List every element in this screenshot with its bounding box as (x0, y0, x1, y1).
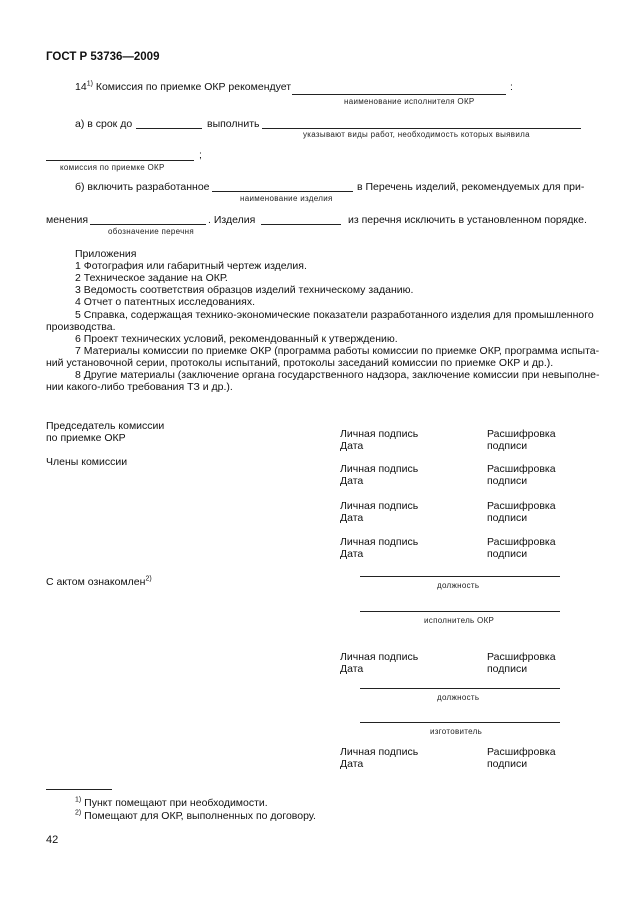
decode-label-2: подписи (487, 758, 528, 770)
appendix-item-5-line1: 5 Справка, содержащая технико-экономические показатели разработанного изделия для промышленного (75, 309, 594, 321)
date-label: Дата (340, 758, 364, 770)
decode-label: Расшифровка (487, 536, 556, 548)
decode-label-2: подписи (487, 663, 528, 675)
chairman-label-line2: по приемке ОКР (46, 432, 126, 444)
deadline-date-field[interactable] (136, 128, 202, 129)
footnote-1-mark: 1) (75, 796, 82, 804)
item-b-usage: менения (46, 214, 89, 226)
personal-signature-label: Личная подпись (340, 651, 419, 663)
footnote-2-text: Помещают для ОКР, выполненных по договору. (84, 810, 316, 822)
caption-designation: обозначение перечня (108, 227, 194, 236)
personal-signature-label: Личная подпись (340, 536, 419, 548)
footnote-2 (75, 810, 316, 823)
chairman-label-line1: Председатель комиссии (46, 420, 165, 432)
date-label: Дата (340, 548, 364, 560)
designation-field[interactable] (90, 224, 206, 225)
date-label: Дата (340, 475, 364, 487)
appendix-item: 3 Ведомость соответствия образцов изделий техническому заданию. (75, 284, 414, 296)
footnote-separator (46, 789, 112, 790)
item-14-text: Комиссия по приемке ОКР рекомендует (95, 81, 292, 93)
appendix-item: 4 Отчет о патентных исследованиях. (75, 296, 256, 308)
footnote-1 (75, 797, 268, 810)
acquainted-label: С актом ознакомлен (46, 576, 146, 588)
item-b-product-word: . Изделия (208, 214, 256, 226)
item-14-line (75, 81, 291, 94)
caption-works: указывают виды работ, необходимость которых выявила (303, 130, 530, 139)
decode-label: Расшифровка (487, 651, 556, 663)
personal-signature-label: Личная подпись (340, 428, 419, 440)
decode-label: Расшифровка (487, 746, 556, 758)
item-b-continuation: в Перечень изделий, рекомендуемых для при- (357, 181, 585, 193)
item-a-fulfil: выполнить (207, 118, 260, 130)
caption-position-2: должность (437, 693, 480, 702)
decode-label: Расшифровка (487, 500, 556, 512)
personal-signature-label: Личная подпись (340, 746, 419, 758)
item-a-semicolon: ; (199, 149, 202, 161)
decode-label-2: подписи (487, 548, 528, 560)
date-label: Дата (340, 663, 364, 675)
personal-signature-label: Личная подпись (340, 463, 419, 475)
members-label: Члены комиссии (46, 456, 128, 468)
decode-label: Расшифровка (487, 428, 556, 440)
caption-executor-name: наименование исполнителя ОКР (344, 97, 475, 106)
item-a-label: а) в срок до (75, 118, 133, 130)
footnote-ref-1: 1) (86, 80, 93, 88)
caption-position: должность (437, 581, 480, 590)
caption-executor: исполнитель ОКР (424, 616, 495, 625)
appendix-item: 2 Техническое задание на ОКР. (75, 272, 228, 284)
decode-label-2: подписи (487, 440, 528, 452)
appendix-item-5-line2: производства. (46, 321, 116, 333)
item-b-label: б) включить разработанное (75, 181, 210, 193)
appendix-item-8-line1: 8 Другие материалы (заключение органа государственного надзора, заключение комиссии при невыполне- (75, 369, 600, 381)
acquainted-line (46, 576, 152, 589)
personal-signature-label: Личная подпись (340, 500, 419, 512)
product-designation-field[interactable] (261, 224, 341, 225)
item-14-colon: : (510, 81, 513, 93)
appendix-item: 1 Фотография или габаритный чертеж изделия. (75, 260, 307, 272)
decode-label-2: подписи (487, 512, 528, 524)
caption-manufacturer: изготовитель (430, 727, 483, 736)
item-b-exclude: из перечня исключить в установленном порядке. (348, 214, 587, 226)
page-number: 42 (46, 834, 59, 846)
date-label: Дата (340, 440, 364, 452)
document-header: ГОСТ Р 53736—2009 (46, 51, 160, 63)
executor-name-field[interactable] (292, 94, 506, 95)
footnote-1-text: Пункт помещают при необходимости. (84, 797, 268, 809)
appendix-item-6: 6 Проект технических условий, рекомендованный к утверждению. (75, 333, 398, 345)
decode-label: Расшифровка (487, 463, 556, 475)
appendix-item-7-line1: 7 Материалы комиссии по приемке ОКР (программа работы комиссии по приемке ОКР, программа испыта- (75, 345, 600, 357)
manufacturer-field[interactable] (360, 722, 560, 723)
position-field-2[interactable] (360, 688, 560, 689)
commission-field[interactable] (46, 160, 194, 161)
caption-commission: комиссия по приемке ОКР (60, 163, 165, 172)
item-14-number: 14 (75, 81, 87, 93)
footnote-ref-2: 2) (145, 575, 152, 583)
caption-product-name: наименование изделия (240, 194, 333, 203)
footnote-2-mark: 2) (75, 809, 82, 817)
product-name-field[interactable] (212, 191, 353, 192)
date-label: Дата (340, 512, 364, 524)
position-field[interactable] (360, 576, 560, 577)
appendix-item-8-line2: нии какого-либо требования ТЗ и др.). (46, 381, 233, 393)
decode-label-2: подписи (487, 475, 528, 487)
appendices-title: Приложения (75, 248, 137, 260)
executor-field[interactable] (360, 611, 560, 612)
appendix-item-7-line2: ний установочной серии, протоколы испытаний, протоколы заседаний комиссии по приемке ОКР и др.). (46, 357, 554, 369)
works-field[interactable] (262, 128, 581, 129)
